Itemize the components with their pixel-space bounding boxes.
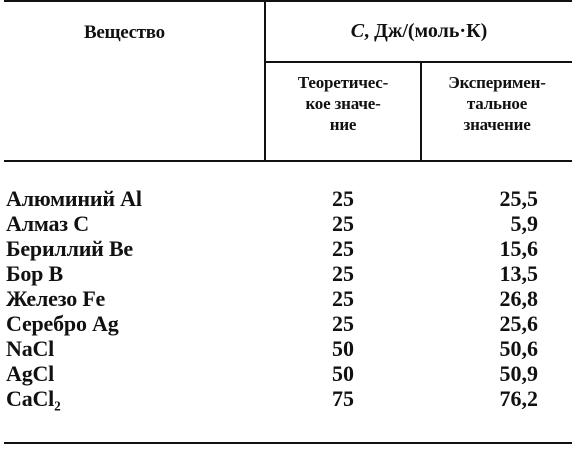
theoretical-header-line: Теоретичес-: [297, 73, 389, 92]
experimental-value-cell: 26,8: [499, 286, 538, 311]
theoretical-value-cell: 25: [332, 261, 354, 286]
experimental-value-cell: 25,5: [499, 186, 538, 211]
substance-cell: AgCl: [6, 361, 55, 386]
table-row: [0, 386, 575, 411]
experimental-value-cell: 76,2: [499, 386, 538, 411]
table-row: [0, 336, 575, 361]
table-row: [0, 186, 575, 211]
substance-cell: Алмаз C: [6, 211, 89, 236]
substance-cell: Алюминий Al: [6, 186, 142, 211]
substance-cell: Железо Fe: [6, 286, 106, 311]
heat-capacity-column-header: [266, 20, 572, 43]
substance-cell: Серебро Ag: [6, 311, 119, 336]
theoretical-header-line: ние: [329, 115, 357, 134]
theoretical-value-cell: 25: [332, 186, 354, 211]
theoretical-value-cell: 50: [332, 361, 354, 386]
table-row: [0, 236, 575, 261]
experimental-value-cell: 15,6: [499, 236, 538, 261]
heat-capacity-symbol: C: [350, 20, 365, 42]
experimental-value-cell: 50,9: [499, 361, 538, 386]
heat-capacity-units: , Дж/(моль·К): [364, 20, 488, 42]
experimental-header-line: Эксперимен-: [448, 73, 546, 92]
theoretical-value-cell: 50: [332, 336, 354, 361]
substance-cell: Бор B: [6, 261, 63, 286]
experimental-value-header: [422, 72, 572, 135]
theoretical-value-cell: 25: [332, 286, 354, 311]
theoretical-header-line: кое значе-: [305, 94, 381, 113]
table-row: [0, 286, 575, 311]
substance-column-header: Вещество: [84, 22, 165, 43]
experimental-value-cell: 50,6: [499, 336, 538, 361]
table-row: [0, 311, 575, 336]
substance-cell: CaCl₂: [6, 386, 61, 411]
theoretical-value-cell: 25: [332, 211, 354, 236]
table-top-rule: [4, 0, 572, 2]
table-row: [0, 261, 575, 286]
theoretical-value-cell: 75: [332, 386, 354, 411]
table-bottom-rule: [4, 442, 572, 444]
table-row: [0, 361, 575, 386]
header-subgroup-rule: [264, 61, 572, 63]
theoretical-value-header: [266, 72, 420, 135]
table-body: [0, 186, 575, 411]
experimental-header-line: значение: [463, 115, 531, 134]
theoretical-value-cell: 25: [332, 311, 354, 336]
table-row: [0, 211, 575, 236]
experimental-value-cell: 25,6: [499, 311, 538, 336]
header-bottom-rule: [4, 160, 572, 162]
substance-cell: NaCl: [6, 336, 55, 361]
theoretical-value-cell: 25: [332, 236, 354, 261]
experimental-header-line: тальное: [466, 94, 528, 113]
experimental-value-cell: 13,5: [499, 261, 538, 286]
substance-cell: Бериллий Be: [6, 236, 133, 261]
experimental-value-cell: 5,9: [510, 211, 538, 236]
